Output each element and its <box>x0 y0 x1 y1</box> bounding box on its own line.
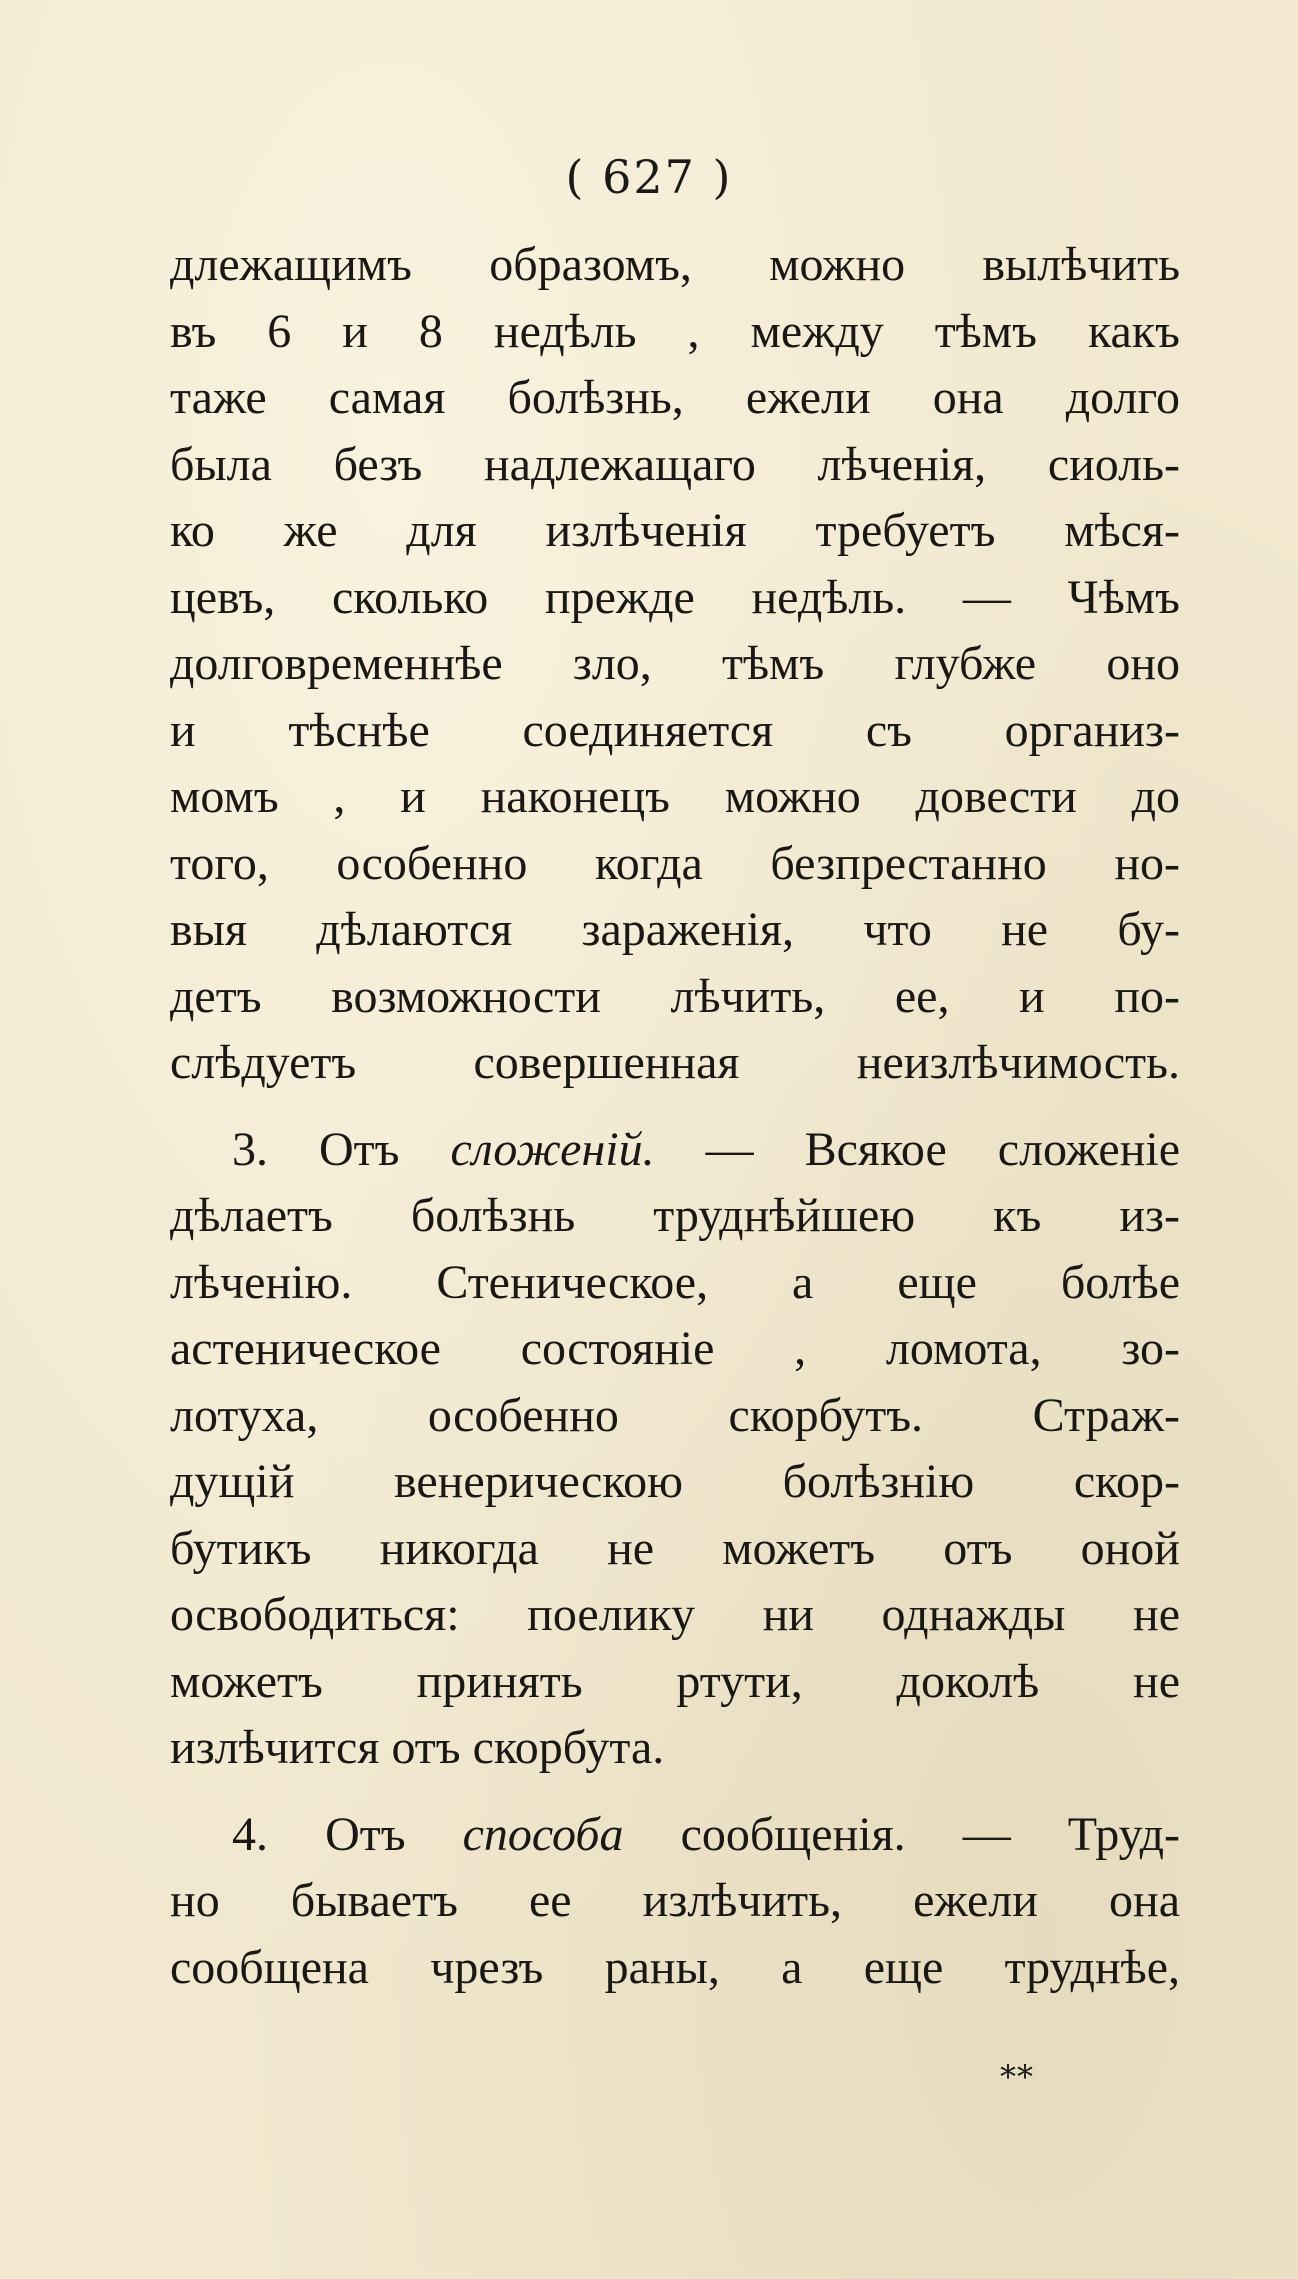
paragraph-4-rest: сообщенiя. — Труд- <box>680 1807 1181 1861</box>
paragraph-3 <box>170 1183 1180 1782</box>
paragraph-4 <box>170 1868 1180 2001</box>
text-line: астеническое состоянiе , ломота, зо- <box>170 1322 1180 1375</box>
page-number: ( 627 ) <box>565 150 733 204</box>
text-line: долговременнѣе зло, тѣмъ глубже оно <box>170 637 1180 690</box>
text-line: лѣченiю. Стеническое, а еще болѣе <box>170 1255 1180 1309</box>
paragraph-3-italic-term: сложенiй. <box>450 1122 655 1176</box>
body-text <box>170 232 1180 2001</box>
paragraph-4-italic-term: способа <box>462 1807 624 1861</box>
text-line: дущiй венерическою болѣзнiю скор- <box>170 1455 1180 1508</box>
text-line: таже самая болѣзнь, ежели она долго <box>170 371 1180 424</box>
signature-mark: ** <box>1000 2058 1034 2096</box>
paragraph-3-rest: — Всякое сложенiе <box>705 1122 1181 1176</box>
paragraph-3-first-line <box>170 1117 1180 1184</box>
text-line: ко же для излѣченiя требуетъ мѣся- <box>170 504 1180 557</box>
text-line: выя дѣлаются зараженiя, что не бу- <box>170 903 1180 956</box>
text-line: была безъ надлежащаго лѣченiя, сиоль- <box>170 437 1180 491</box>
text-line: лотуха, особенно скорбутъ. Страж- <box>170 1388 1180 1442</box>
text-line: того, особенно когда безпрестанно но- <box>170 836 1180 890</box>
text-line: освободиться: поелику ни однажды не <box>170 1588 1180 1641</box>
text-line: излѣчится отъ скорбута. <box>170 1721 665 1774</box>
text-line: можетъ принять ртути, доколѣ не <box>170 1654 1180 1708</box>
text-line: сообщена чрезъ раны, а еще труднѣе, <box>170 1940 1180 1994</box>
text-line: длежащимъ образомъ, можно вылѣчить <box>170 238 1180 291</box>
text-line: и тѣснѣе соединяется съ организ- <box>170 703 1180 757</box>
paragraph-4-lead: Отъ <box>325 1807 406 1861</box>
text-line: цевъ, сколько прежде недѣль. — Чѣмъ <box>170 570 1180 624</box>
paragraph-3-number: 3. <box>232 1122 268 1176</box>
paragraph-4-first-line <box>170 1802 1180 1869</box>
text-line: но бываетъ ее излѣчить, ежели она <box>170 1874 1180 1927</box>
text-line: слѣдуетъ совершенная неизлѣчимость. <box>170 1036 1180 1089</box>
paragraph-3-lead: Отъ <box>319 1122 400 1176</box>
text-line: въ 6 и 8 недѣль , между тѣмъ какъ <box>170 304 1180 358</box>
text-line: детъ возможности лѣчить, ее, и по- <box>170 969 1180 1023</box>
text-line: бутикъ никогда не можетъ отъ оной <box>170 1521 1180 1575</box>
text-line: дѣлаетъ болѣзнь труднѣйшею къ из- <box>170 1189 1180 1242</box>
paragraph-continued <box>170 232 1180 1097</box>
paragraph-4-number: 4. <box>232 1807 268 1861</box>
text-line: момъ , и наконецъ можно довести до <box>170 770 1180 823</box>
